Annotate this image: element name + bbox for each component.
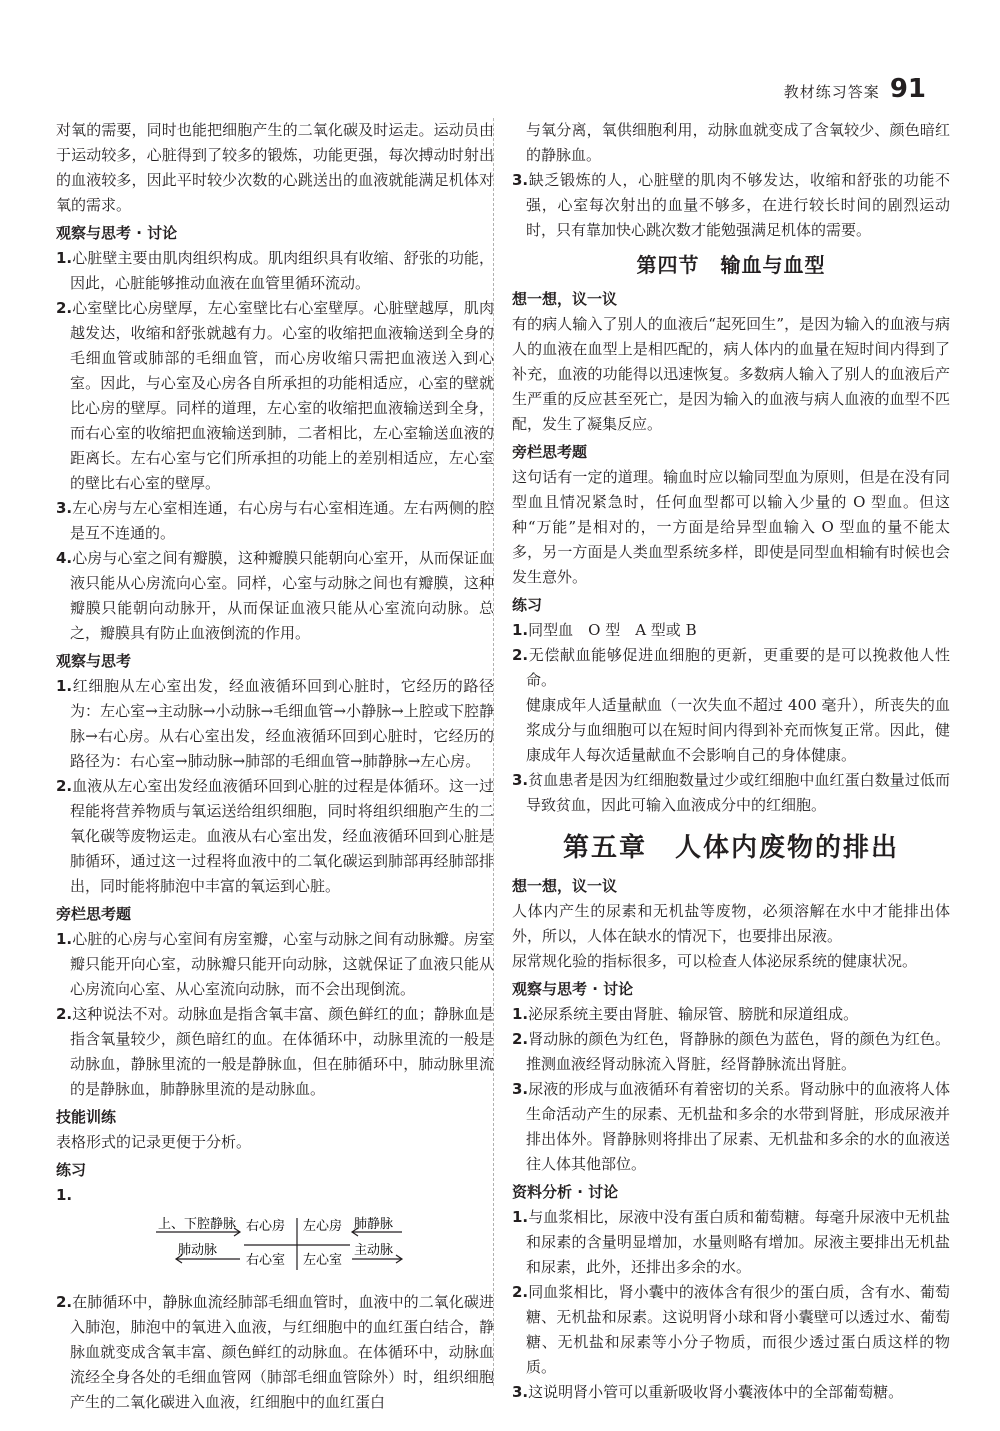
label-vena-cava: 上、下腔静脉: [158, 1217, 237, 1232]
list-item: 1.同型血 O 型 A 型或 B: [512, 621, 697, 639]
list-number: 1.: [56, 1186, 73, 1204]
list-item: 3.这说明肾小管可以重新吸收肾小囊液体中的全部葡萄糖。: [512, 1383, 904, 1401]
label-left-ventricle: 左心室: [303, 1253, 343, 1268]
section-heading: 练习: [56, 1161, 87, 1179]
heart-circulation-diagram: [154, 1214, 494, 1280]
label-pulmonary-vein: 肺静脉: [354, 1217, 394, 1232]
paragraph-continued: 与氧分离，氧供细胞利用，动脉血就变成了含氧较少、颜色暗红的静脉血。: [526, 121, 950, 164]
paragraph: 尿常规化验的指标很多，可以检查人体泌尿系统的健康状况。: [512, 952, 918, 970]
list-item: 4.心房与心室之间有瓣膜，这种瓣膜只能朝向心室开，从而保证血液只能从心房流向心室。同样，心室与动脉之间也有瓣膜，这种瓣膜只能朝向动脉开，从而保证血液只能从心室流向动脉。总之，瓣膜具有防止血液倒流的作用。: [56, 549, 494, 642]
section-heading: 旁栏思考题: [512, 443, 588, 461]
section-heading: 技能训练: [56, 1108, 117, 1126]
list-item: 1.心脏的心房与心室间有房室瓣，心室与动脉之间有动脉瓣。房室瓣只能开向心室，动脉瓣只能开向动脉，这就保证了血液只能从心房流向心室、从心室流向动脉，而不会出现倒流。: [56, 930, 494, 998]
left-column: [56, 118, 494, 1415]
paragraph: 有的病人输入了别人的血液后“起死回生”，是因为输入的血液与病人的血液在血型上是相匹配的，病人体内的血量在短时间内得到了补充，血液的功能得以迅速恢复。多数病人输入了别人的血液后产生严重的反应甚至死亡，是因为输入的血液与病人血液的血型不匹配，发生了凝集反应。: [512, 315, 950, 433]
list-item: 1.红细胞从左心室出发，经血液循环回到心脏时，它经历的路径为：左心室→主动脉→小动脉→毛细血管→小静脉→上腔或下腔静脉→右心房。从右心室出发，经血液循环回到心脏时，它经历的路径为：右心室→肺动脉→肺部的毛细血管→肺静脉→左心房。: [56, 677, 494, 770]
section-heading: 想一想，议一议: [512, 877, 618, 895]
intro-paragraph: 对氧的需要，同时也能把细胞产生的二氧化碳及时运走。运动员由于运动较多，心脏得到了较多的锻炼，功能更强，每次搏动时射出的血液较多，因此平时较少次数的心跳送出的血液就能满足机体对氧的需求。: [56, 121, 494, 214]
list-item: 1.与血浆相比，尿液中没有蛋白质和葡萄糖。每毫升尿液中无机盐和尿素的含量明显增加，水量则略有增加。尿液主要排出无机盐和尿素，此外，还排出多余的水。: [512, 1208, 950, 1276]
right-column: [512, 118, 950, 1405]
section-heading: 观察与思考 · 讨论: [512, 980, 634, 998]
section-heading: 观察与思考: [56, 652, 132, 670]
section-heading: 练习: [512, 596, 543, 614]
section-heading: 旁栏思考题: [56, 905, 132, 923]
list-item: 2.同血浆相比，肾小囊中的液体含有很少的蛋白质，含有水、葡萄糖、无机盐和尿素。这说明肾小球和肾小囊壁可以透过水、葡萄糖、无机盐和尿素等小分子物质，而很少透过蛋白质这样的物质。: [512, 1283, 950, 1376]
header-label: 教材练习答案: [783, 83, 880, 101]
label-right-ventricle: 右心室: [246, 1253, 286, 1268]
list-item: 3.缺乏锻炼的人，心脏壁的肌肉不够发达，收缩和舒张的功能不强，心室每次射出的血量不够多，在进行较长时间的剧烈运动时，只有靠加快心跳次数才能勉强满足机体的需要。: [512, 171, 950, 239]
paragraph: 这句话有一定的道理。输血时应以输同型血为原则，但是在没有同型血且情况紧急时，任何血型都可以输入少量的 O 型血。但这种“万能”是相对的，一方面是给异型血输入 O 型血的量不能太多，另一方面是人类血型系统多样，即使是同型血相输有时候也会发生意外。: [512, 468, 950, 586]
list-item: 1.心脏壁主要由肌肉组织构成。肌肉组织具有收缩、舒张的功能，因此，心脏能够推动血液在血管里循环流动。: [56, 249, 494, 292]
section-heading: 想一想，议一议: [512, 290, 618, 308]
label-left-atrium: 左心房: [303, 1219, 343, 1234]
paragraph: 健康成年人适量献血（一次失血不超过 400 毫升），所丧失的血浆成分与血细胞可以在短时间内得到补充而恢复正常。因此，健康成年人每次适量献血不会影响自己的身体健康。: [526, 696, 950, 764]
list-item: 2.血液从左心室出发经血液循环回到心脏的过程是体循环。这一过程能将营养物质与氧运送给组织细胞，同时将组织细胞产生的二氧化碳等废物运走。血液从右心室出发，经血液循环回到心脏是肺循环，通过这一过程将血液中的二氧化碳运到肺部再经肺部排出，同时能将肺泡中丰富的氧运到心脏。: [56, 777, 494, 895]
chapter-title: 第五章 人体内废物的排出: [562, 833, 899, 863]
section-heading: 观察与思考 · 讨论: [56, 224, 178, 242]
label-aorta: 主动脉: [354, 1243, 394, 1258]
paragraph: 表格形式的记录更便于分析。: [56, 1133, 252, 1151]
list-item: 3.尿液的形成与血液循环有着密切的关系。肾动脉中的血液将人体生命活动产生的尿素、无机盐和多余的水带到肾脏，形成尿液并排出体外。肾静脉则将排出了尿素、无机盐和多余的水的血液送往人体其他部位。: [512, 1080, 950, 1173]
section-heading: 资料分析 · 讨论: [512, 1183, 619, 1201]
list-item: 2.这种说法不对。动脉血是指含氧丰富、颜色鲜红的血；静脉血是指含氧量较少，颜色暗红的血。在体循环中，动脉里流的一般是动脉血，静脉里流的一般是静脉血，但在肺循环中，肺动脉里流的是静脉血，肺静脉里流的是动脉血。: [56, 1005, 494, 1098]
label-pulmonary-artery: 肺动脉: [178, 1243, 218, 1258]
list-item: 3.左心房与左心室相连通，右心房与右心室相连通。左右两侧的腔是互不连通的。: [56, 499, 494, 542]
list-item: 2.肾动脉的颜色为红色，肾静脉的颜色为蓝色，肾的颜色为红色。推测血液经肾动脉流入肾脏，经肾静脉流出肾脏。: [512, 1030, 950, 1073]
page-number: 91: [889, 74, 926, 104]
paragraph: 人体内产生的尿素和无机盐等废物，必须溶解在水中才能排出体外，所以，人体在缺水的情况下，也要排出尿液。: [512, 902, 950, 945]
list-item: 2.心室壁比心房壁厚，左心室壁比右心室壁厚。心脏壁越厚，肌肉越发达，收缩和舒张就越有力。心室的收缩把血液输送到全身的毛细血管或肺部的毛细血管，而心房收缩只需把血液送入到心室。因此，与心室及心房各自所承担的功能相适应，心室的壁就比心房的壁厚。同样的道理，左心室的收缩把血液输送到全身，而右心室的收缩把血液输送到肺，二者相比，左心室输送血液的距离长。左右心室与它们所承担的功能上的差别相适应，左心室的壁比右心室的壁厚。: [56, 299, 494, 492]
list-item: 2.无偿献血能够促进血细胞的更新，更重要的是可以挽救他人性命。: [512, 646, 950, 689]
list-item: 2.在肺循环中，静脉血流经肺部毛细血管时，血液中的二氧化碳进入肺泡，肺泡中的氧进入血液，与红细胞中的血红蛋白结合，静脉血就变成含氧丰富、颜色鲜红的动脉血。在体循环中，动脉血流经全身各处的毛细血管网（肺部毛细血管除外）时，组织细胞产生的二氧化碳进入血液，红细胞中的血红蛋白: [56, 1293, 494, 1411]
section-title: 第四节 输血与血型: [636, 253, 826, 277]
page-header: [784, 74, 926, 104]
list-item: 1.泌尿系统主要由肾脏、输尿管、膀胱和尿道组成。: [512, 1005, 859, 1023]
label-right-atrium: 右心房: [246, 1219, 286, 1234]
list-item: 3.贫血患者是因为红细胞数量过少或红细胞中血红蛋白数量过低而导致贫血，因此可输入血液成分中的红细胞。: [512, 771, 950, 814]
